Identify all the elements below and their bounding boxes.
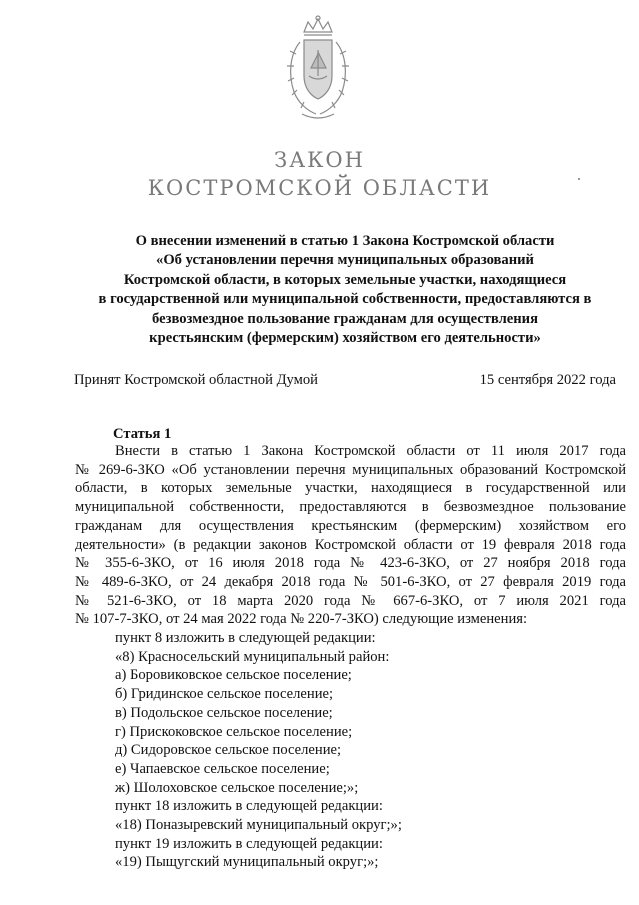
paragraph-line: № 355-6-ЗКО, от 16 июля 2018 года № 423-6-ЗКО, от 27 ноября 2018 года [75, 555, 626, 572]
amendment-item: «8) Красносельский муниципальный район: [115, 648, 390, 665]
scan-speck [578, 178, 580, 180]
title-line: «Об установлении перечня муниципальных образований [156, 252, 534, 269]
amendment-item: «18) Поназыревский муниципальный округ;»; [115, 817, 402, 834]
paragraph-line: № 521-6-ЗКО, от 18 марта 2020 года № 667-6-ЗКО, от 7 июля 2021 года [75, 592, 626, 609]
amendment-item: пункт 18 изложить в следующей редакции: [115, 798, 383, 815]
paragraph-line: № 107-7-ЗКО, от 24 мая 2022 года № 220-7-ЗКО) следующие изменения: [75, 611, 528, 628]
region-heading: КОСТРОМСКОЙ ОБЛАСТИ [147, 176, 492, 200]
amendment-item: б) Гридинское сельское поселение; [115, 686, 334, 703]
article-body [75, 442, 626, 872]
title-line: в государственной или муниципальной собственности, предоставляются в [98, 291, 592, 308]
adoption-date: 15 сентября 2022 года [479, 372, 616, 388]
amendment-item: д) Сидоровское сельское поселение; [115, 742, 342, 759]
title-line: О внесении изменений в статью 1 Закона Костромской области [135, 233, 555, 249]
title-line: крестьянским (фермерским) хозяйством его деятельности» [149, 330, 541, 347]
amendment-item: пункт 8 изложить в следующей редакции: [115, 630, 376, 647]
adopted-by: Принят Костромской областной Думой [74, 372, 318, 388]
paragraph-line: Внести в статью 1 Закона Костромской области от 11 июля 2017 года [115, 443, 626, 459]
amendment-item: е) Чапаевское сельское поселение; [115, 760, 330, 777]
article-title: Статья 1 [113, 426, 172, 442]
paragraph-line: области, в которых земельные участки, находящиеся в государственной или [75, 480, 626, 497]
amendment-item: а) Боровиковское сельское поселение; [115, 667, 352, 684]
amendment-item: «19) Пыщугский муниципальный округ;»; [115, 854, 379, 871]
title-line: безвозмездное пользование гражданам для осуществления [152, 310, 538, 327]
amendment-item: в) Подольское сельское поселение; [115, 704, 333, 721]
coat-of-arms-emblem [282, 14, 354, 124]
amendment-item: г) Прискоковское сельское поселение; [115, 723, 353, 740]
title-line: Костромской области, в которых земельные участки, находящиеся [123, 271, 567, 288]
amendment-item: ж) Шолоховское сельское поселение;»; [115, 779, 359, 796]
paragraph-line: гражданам для осуществления крестьянским (фермерским) хозяйством его [75, 517, 626, 534]
law-title [60, 232, 630, 348]
paragraph-line: № 269-6-ЗКО «Об установлении перечня муниципальных образований Костромской [75, 461, 626, 478]
paragraph-line: муниципальной собственности, предоставляются в безвозмездное пользование [75, 499, 626, 516]
amendment-item: пункт 19 изложить в следующей редакции: [115, 835, 383, 852]
law-heading: ЗАКОН [274, 148, 365, 172]
paragraph-line: № 489-6-ЗКО, от 24 декабря 2018 года № 501-6-ЗКО, от 27 февраля 2019 года [75, 573, 626, 590]
paragraph-line: деятельности» (в редакции законов Костромской области от 19 февраля 2018 года [75, 536, 626, 553]
